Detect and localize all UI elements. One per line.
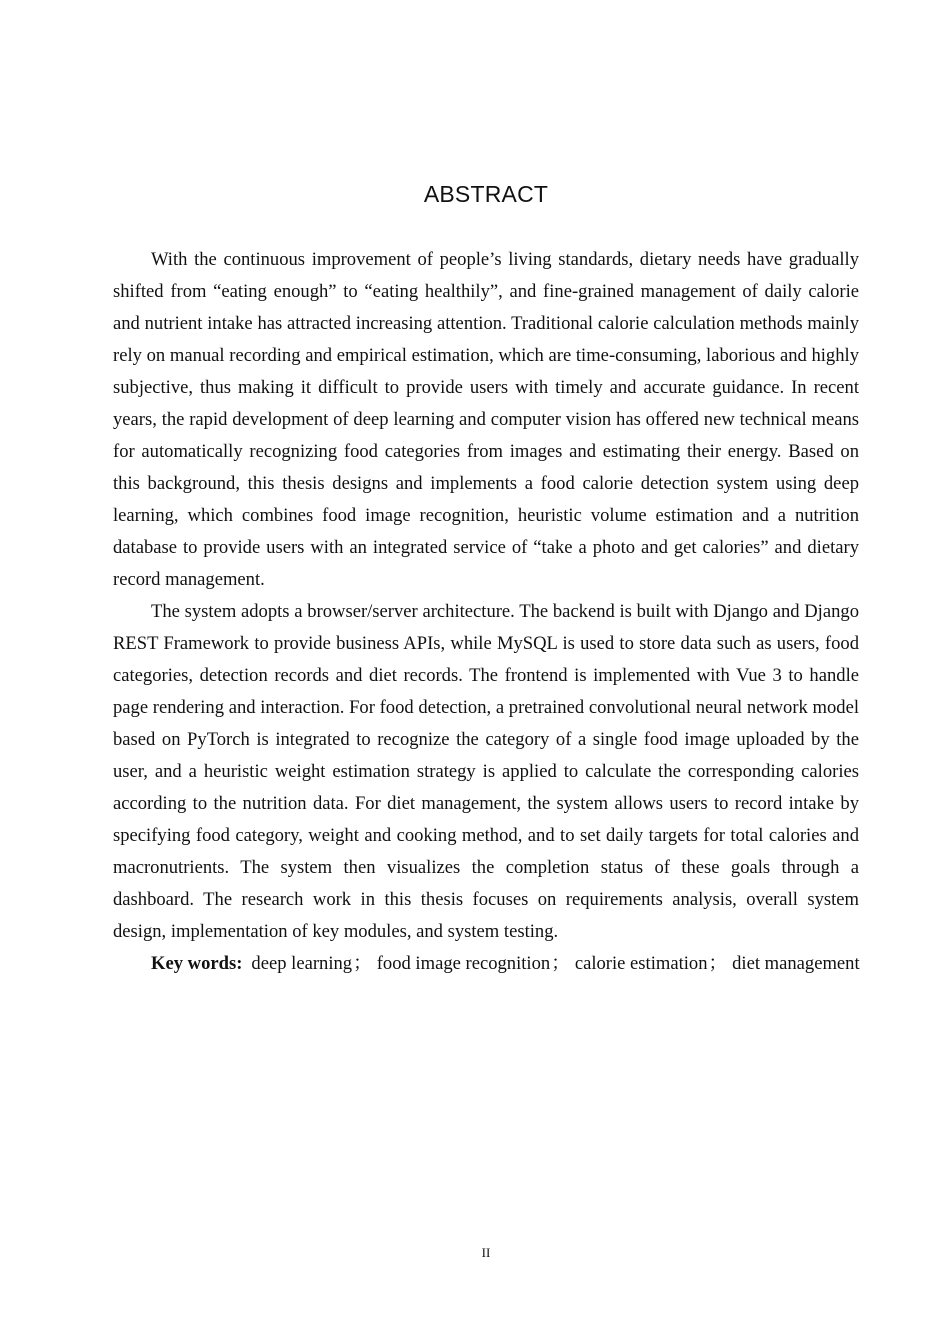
abstract-paragraph-1: With the continuous improvement of people’s living standards, dietary needs have gradually shifted from “eating enough” to “eating healthily”, and fine-grained management of daily calorie and nutrient intake has attracted increasing attention. Traditional calorie calculation methods mainly rely on manual recording and empirical estimation, which are time-consuming, laborious and highly subjective, thus making it difficult to provide users with timely and accurate guidance. In recent years, the rapid development of deep learning and computer vision has offered new technical means for automatically recognizing food categories from images and estimating their energy. Based on this background, this thesis designs and implements a food calorie detection system using deep learning, which combines food image recognition, heuristic volume estimation and a nutrition database to provide users with an integrated service of “take a photo and get calories” and dietary record management. [113, 249, 859, 590]
keyword-item: food image recognition [376, 953, 551, 974]
keywords-line [113, 948, 859, 980]
abstract-body [113, 244, 859, 980]
keyword-separator: ； [353, 953, 372, 974]
abstract-title: ABSTRACT [423, 181, 549, 207]
keyword-separator: ； [551, 953, 570, 974]
keyword-item: deep learning [251, 953, 353, 974]
keyword-item: diet management [732, 953, 860, 974]
keywords-label: Key words: [151, 953, 243, 974]
keyword-separator: ； [708, 953, 728, 974]
keyword-item: calorie estimation [574, 953, 708, 974]
abstract-paragraph-2: The system adopts a browser/server architecture. The backend is built with Django and Django REST Framework to provide business APIs, while MySQL is used to store data such as users, food categories, detection records and diet records. The frontend is implemented with Vue 3 to handle page rendering and interaction. For food detection, a pretrained convolutional neural network model based on PyTorch is integrated to recognize the category of a single food image uploaded by the user, and a heuristic weight estimation strategy is applied to calculate the corresponding calories according to the nutrition data. For diet management, the system allows users to record intake by specifying food category, weight and cooking method, and to set daily targets for total calories and macronutrients. The system then visualizes the completion status of these goals through a dashboard. The research work in this thesis focuses on requirements analysis, overall system design, implementation of key modules, and system testing. [113, 601, 859, 942]
page-number: II [481, 1245, 491, 1260]
